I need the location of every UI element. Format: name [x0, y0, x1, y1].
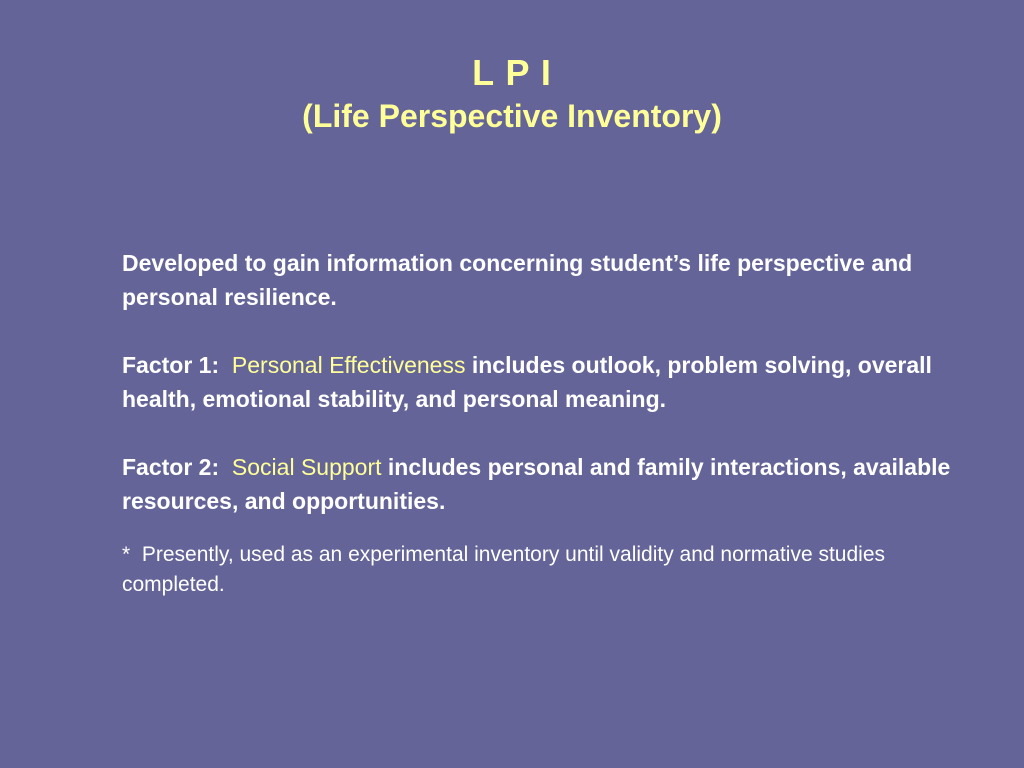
- factor1-label: Factor 1:: [122, 352, 220, 378]
- slide-subtitle: (Life Perspective Inventory): [302, 98, 722, 134]
- title-block: [0, 50, 1024, 136]
- factor1-name: Personal Effectiveness: [231, 352, 466, 378]
- factor2-label: Factor 2:: [122, 454, 220, 480]
- slide-body: [122, 246, 952, 600]
- factor2-description: includes personal and family interactions, available resources, and opportunities.: [122, 454, 951, 514]
- factor1-description: includes outlook, problem solving, overall health, emotional stability, and personal meaning.: [122, 352, 932, 412]
- slide-title: L P I: [472, 52, 552, 93]
- factor1-paragraph: [122, 348, 952, 416]
- footnote: * Presently, used as an experimental inventory until validity and normative studies completed.: [122, 543, 891, 596]
- factor2-paragraph: [122, 450, 952, 518]
- intro-paragraph: Developed to gain information concerning student’s life perspective and personal resilience.: [122, 250, 913, 310]
- factor2-name: Social Support: [231, 454, 382, 480]
